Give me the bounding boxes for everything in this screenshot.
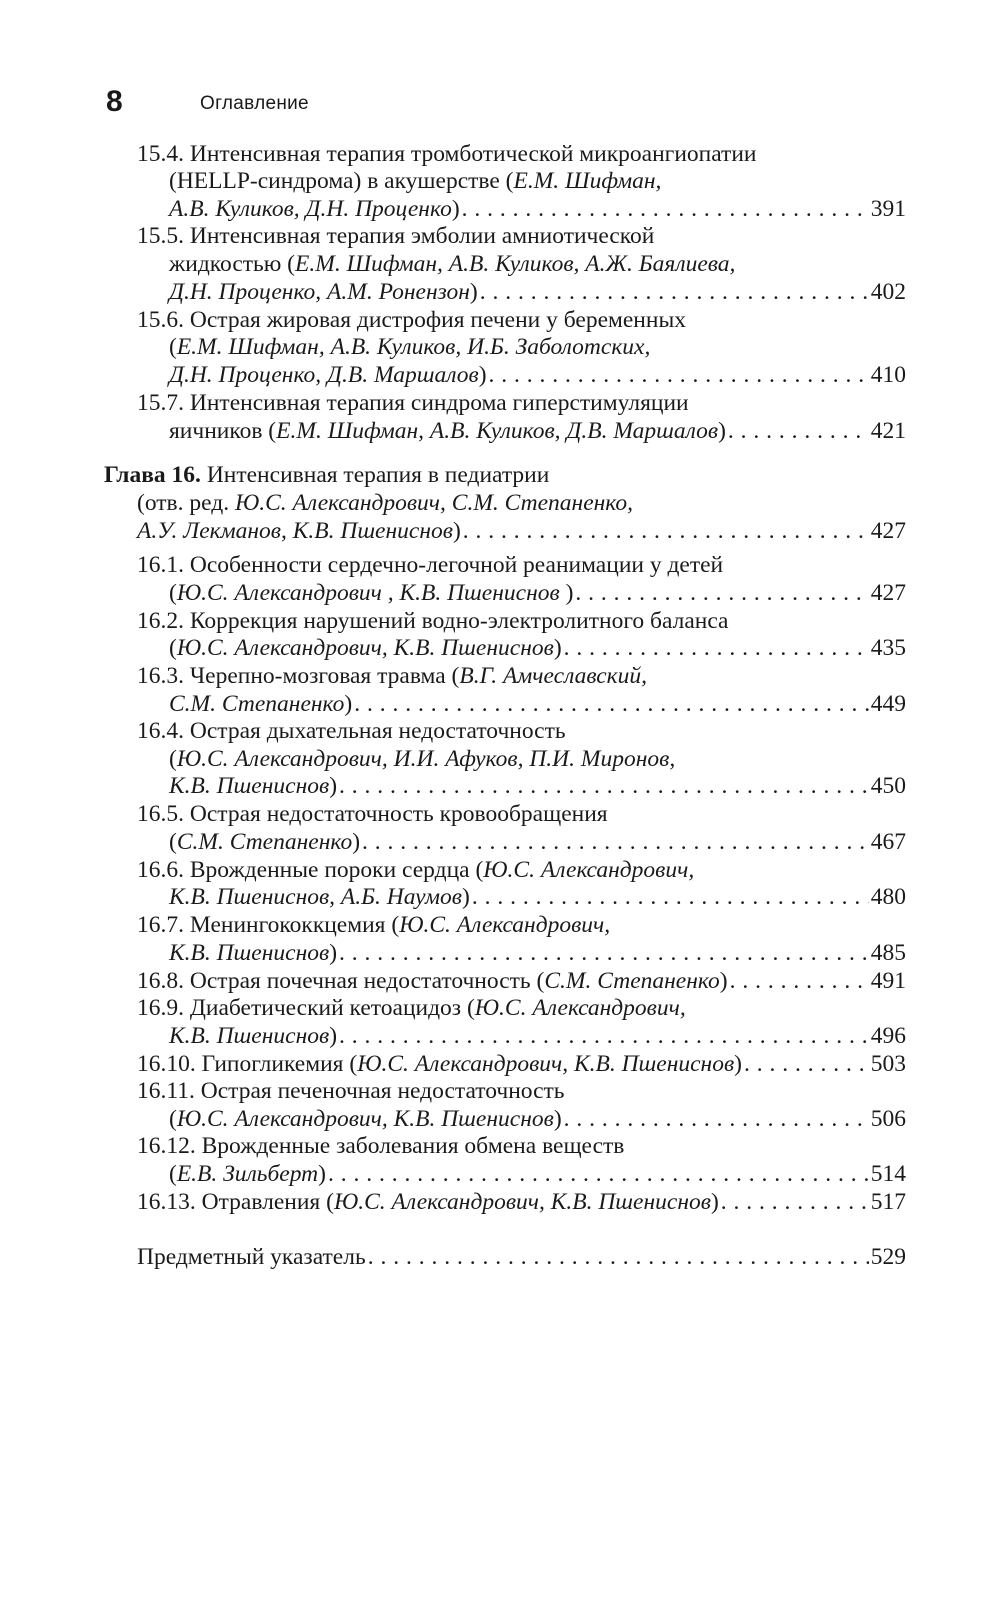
dot-leader <box>575 578 868 608</box>
title-text: ) <box>553 635 562 661</box>
toc-line <box>137 910 906 940</box>
author-names: К.В. Пшениснов <box>169 773 330 799</box>
title-text: ) <box>719 968 728 994</box>
page-ref: 506 <box>870 1106 906 1132</box>
toc-line-text <box>169 1104 562 1134</box>
author-names: К.В. Пшениснов <box>169 940 330 966</box>
author-names: С.М. Степаненко <box>176 829 353 855</box>
dot-leader <box>721 1187 869 1217</box>
toc-line-text <box>137 1131 624 1161</box>
page-ref: 421 <box>870 418 906 444</box>
author-names: Д.Н. Проценко, Д.В. Маршалов <box>169 362 479 388</box>
dot-leader <box>339 938 869 968</box>
author-names: Ю.С. Александрович, <box>483 857 695 883</box>
author-names: А.У. Лекманов, К.В. Пшениснов <box>137 518 453 544</box>
title-text: ) <box>734 1051 742 1077</box>
title-text: 16.12. Врожденные заболевания обмена веществ <box>137 1133 625 1159</box>
dot-leader <box>489 360 869 390</box>
author-names: Ю.С. Александрович, К.В. Пшениснов <box>357 1051 735 1077</box>
toc-line <box>169 827 906 857</box>
author-names: Ю.С. Александрович, К.В. Пшениснов <box>176 635 554 661</box>
page-ref: 427 <box>870 580 906 606</box>
toc-line-text <box>137 139 756 169</box>
dot-leader <box>728 416 869 446</box>
toc-line <box>137 1242 906 1272</box>
toc-line-text <box>137 550 723 580</box>
title-text: ) <box>469 279 478 305</box>
page-ref: 480 <box>870 884 906 910</box>
toc-line <box>137 516 906 546</box>
toc-line <box>169 249 906 279</box>
author-names: Е.М. Шифман, А.В. Куликов, А.Ж. Баялиева, <box>295 251 736 277</box>
author-names: Е.М. Шифман, <box>513 168 662 194</box>
page-number: 8 <box>106 85 123 118</box>
title-text: ) <box>352 829 361 855</box>
toc-line <box>169 744 906 774</box>
title-text: 16.9. Диабетический кетоацидоз ( <box>137 995 475 1021</box>
title-text: ( <box>169 334 177 360</box>
dot-leader <box>462 194 869 224</box>
toc-line <box>137 993 906 1023</box>
dot-leader <box>362 827 869 857</box>
dot-leader <box>480 277 869 307</box>
toc-line <box>169 771 906 801</box>
toc-line <box>169 277 906 307</box>
title-text: 16.11. Острая печеночная недостаточность <box>137 1078 565 1104</box>
title-text: 16.7. Менингококкцемия ( <box>137 912 400 938</box>
toc-line <box>169 882 906 912</box>
toc-line-text <box>169 416 726 446</box>
title-text: 15.4. Интенсивная терапия тромботической микроангиопатии <box>137 141 757 167</box>
toc-line <box>137 305 906 335</box>
title-text: 16.4. Острая дыхательная недостаточность <box>137 718 566 744</box>
title-text: ) <box>710 1189 719 1215</box>
toc-line-text <box>137 993 686 1023</box>
title-text: 15.5. Интенсивная терапия эмболии амниотической <box>137 223 655 249</box>
toc-line-text <box>169 633 562 663</box>
toc-line <box>137 606 906 636</box>
author-names: Ю.С. Александрович, И.И. Афуков, П.И. Миронов, <box>176 746 676 772</box>
toc-line-text <box>169 744 675 774</box>
toc-line <box>137 221 906 251</box>
title-text: ) <box>718 418 726 444</box>
page-ref: 491 <box>870 968 906 994</box>
toc-line <box>137 1187 906 1217</box>
dot-leader <box>328 1159 869 1189</box>
author-names: Е.М. Шифман, А.В. Куликов, И.Б. Заболотских, <box>176 334 651 360</box>
author-names: К.В. Пшениснов, А.Б. Наумов <box>169 884 462 910</box>
page-ref: 517 <box>870 1189 906 1215</box>
toc-line <box>137 855 906 885</box>
toc-line-text <box>137 1242 366 1272</box>
author-names: К.В. Пшениснов <box>169 1023 330 1049</box>
title-text: ) <box>344 691 353 717</box>
toc-line-text <box>137 1187 719 1217</box>
toc-line-text <box>137 305 686 335</box>
toc-line <box>169 1021 906 1051</box>
toc-line-text <box>169 1021 337 1051</box>
title-text: ( <box>169 1106 177 1132</box>
title-text: 16.5. Острая недостаточность кровообращения <box>137 801 608 827</box>
page-ref: 410 <box>870 362 906 388</box>
toc-line <box>137 799 906 829</box>
dot-leader <box>564 633 869 663</box>
author-names: Ю.С. Александрович, <box>399 912 611 938</box>
toc-line <box>169 1104 906 1134</box>
toc-line-text <box>169 249 735 279</box>
chapter-label: Глава 16. <box>104 462 201 488</box>
author-names: С.М. Степаненко <box>544 968 720 994</box>
dot-leader <box>472 882 869 912</box>
toc-line-text <box>137 799 608 829</box>
toc-line <box>137 966 906 996</box>
title-text: ) <box>318 1161 326 1187</box>
toc-line <box>137 716 906 746</box>
toc-line-text <box>137 910 610 940</box>
toc-line-text <box>104 460 549 490</box>
page-ref: 485 <box>870 940 906 966</box>
title-text: 16.1. Особенности сердечно-легочной реанимации у детей <box>137 552 724 578</box>
author-names: Ю.С. Александрович, К.В. Пшениснов <box>176 1106 554 1132</box>
page-ref: 449 <box>870 691 906 717</box>
toc-line-text <box>137 855 694 885</box>
dot-leader <box>339 771 869 801</box>
title-text: (отв. ред. <box>137 490 235 516</box>
title-text: ( <box>169 580 177 606</box>
toc-line-text <box>169 689 352 719</box>
title-text: Предметный указатель <box>137 1244 366 1270</box>
toc-line <box>169 194 906 224</box>
title-text: 16.6. Врожденные пороки сердца ( <box>137 857 484 883</box>
toc-line-text <box>137 1076 565 1106</box>
toc-line-text <box>137 1049 742 1079</box>
toc-line <box>169 332 906 362</box>
toc-line-text <box>169 194 460 224</box>
title-text: жидкостью ( <box>169 251 296 277</box>
author-names: Е.М. Шифман, А.В. Куликов, Д.В. Маршалов <box>276 418 719 444</box>
toc-line-text <box>169 578 573 608</box>
title-text: ) <box>565 580 574 606</box>
toc-line-text <box>137 488 633 518</box>
toc-line-text <box>137 716 566 746</box>
toc-line <box>137 488 906 518</box>
title-text: 16.2. Коррекция нарушений водно-электролитного баланса <box>137 608 729 634</box>
toc-line-text <box>137 606 728 636</box>
author-names: Ю.С. Александрович, <box>474 995 686 1021</box>
title-text: (HELLP-синдрома) в акушерстве ( <box>169 168 514 194</box>
toc-line-text <box>137 221 654 251</box>
page-ref: 435 <box>870 635 906 661</box>
title-text: ( <box>169 1161 177 1187</box>
title-text: ( <box>169 635 177 661</box>
page-ref: 402 <box>870 279 906 305</box>
toc-line-text <box>169 332 650 362</box>
toc-line <box>169 689 906 719</box>
toc-line <box>137 1131 906 1161</box>
title-text: 15.7. Интенсивная терапия синдрома гиперстимуляции <box>137 390 689 416</box>
page-ref: 467 <box>870 829 906 855</box>
toc-line-text <box>169 771 337 801</box>
toc-line-text <box>137 516 461 546</box>
toc-line-text <box>137 661 647 691</box>
toc-line <box>137 661 906 691</box>
running-title: Оглавление <box>200 93 309 114</box>
dot-leader <box>463 516 869 546</box>
title-text: яичников ( <box>169 418 277 444</box>
toc-line <box>169 416 906 446</box>
page-ref: 450 <box>870 773 906 799</box>
page-ref: 514 <box>870 1161 906 1187</box>
author-names: Ю.С. Александрович, С.М. Степаненко, <box>234 490 634 516</box>
toc-line-text <box>169 1159 326 1189</box>
title-text: Интенсивная терапия в педиатрии <box>200 462 550 488</box>
page-ref: 496 <box>870 1023 906 1049</box>
dot-leader <box>339 1021 869 1051</box>
toc-line <box>137 1076 906 1106</box>
toc-line <box>169 633 906 663</box>
toc-line-text <box>169 166 661 196</box>
title-text: ) <box>461 884 470 910</box>
toc-line-text <box>169 938 337 968</box>
toc-line <box>169 578 906 608</box>
title-text: 16.3. Черепно-мозговая травма ( <box>137 663 460 689</box>
title-text: ( <box>169 746 177 772</box>
toc-line <box>169 1159 906 1189</box>
toc-line-text <box>169 827 360 857</box>
title-text: ) <box>478 362 487 388</box>
toc-line <box>169 360 906 390</box>
author-names: Д.Н. Проценко, А.М. Ронензон <box>169 279 470 305</box>
author-names: В.Г. Амчеславский, <box>459 663 648 689</box>
toc-line <box>137 550 906 580</box>
toc-line <box>169 166 906 196</box>
page-ref: 391 <box>870 196 906 222</box>
toc-line <box>137 139 906 169</box>
title-text: ) <box>329 1023 338 1049</box>
toc-line-text <box>137 388 689 418</box>
title-text: 16.13. Отравления ( <box>137 1189 334 1215</box>
title-text: 16.8. Острая почечная недостаточность ( <box>137 968 545 994</box>
author-names: А.В. Куликов, Д.Н. Проценко <box>169 196 452 222</box>
toc-line <box>137 1049 906 1079</box>
author-names: Ю.С. Александрович , К.В. Пшениснов <box>176 580 566 606</box>
dot-leader <box>744 1049 869 1079</box>
title-text: ) <box>329 940 338 966</box>
title-text: ) <box>451 196 460 222</box>
dot-leader <box>564 1104 869 1134</box>
dot-leader <box>354 689 869 719</box>
title-text: 16.10. Гипогликемия ( <box>137 1051 358 1077</box>
toc-line-text <box>169 360 487 390</box>
toc-line-text <box>169 882 470 912</box>
author-names: Е.В. Зильберт <box>176 1161 319 1187</box>
toc-line-text <box>137 966 728 996</box>
author-names: С.М. Степаненко <box>169 691 345 717</box>
page-ref: 529 <box>870 1244 906 1270</box>
title-text: ) <box>452 518 461 544</box>
dot-leader <box>368 1242 869 1272</box>
toc-line <box>104 460 906 490</box>
toc-line-text <box>169 277 478 307</box>
toc-line <box>137 388 906 418</box>
dot-leader <box>730 966 869 996</box>
author-names: Ю.С. Александрович, К.В. Пшениснов <box>333 1189 711 1215</box>
title-text: ) <box>329 773 338 799</box>
toc-line <box>169 938 906 968</box>
title-text: ( <box>169 829 177 855</box>
title-text: ) <box>553 1106 562 1132</box>
page-ref: 427 <box>870 518 906 544</box>
title-text: 15.6. Острая жировая дистрофия печени у беременных <box>137 307 686 333</box>
page-ref: 503 <box>870 1051 906 1077</box>
